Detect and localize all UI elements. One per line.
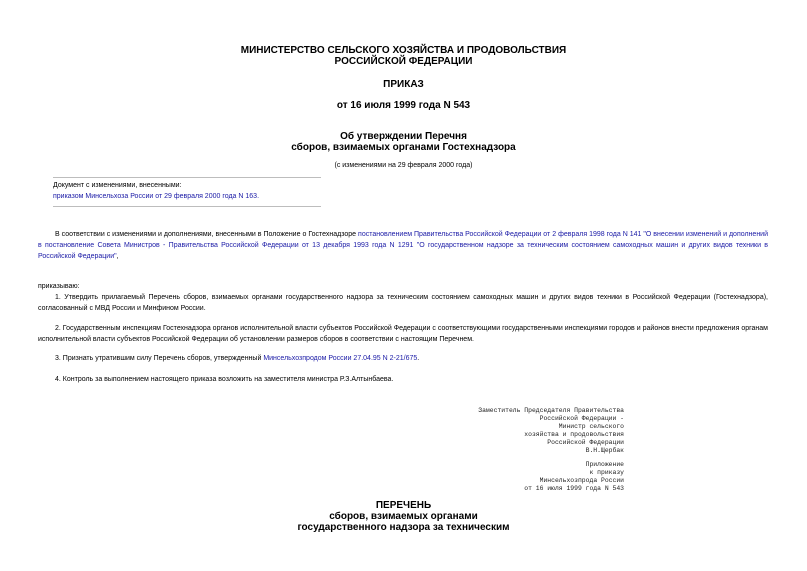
preamble-end: , [116,253,119,260]
signature-line: Министр сельского [558,423,624,430]
divider-bottom [53,206,321,207]
list-title-1: ПЕРЕЧЕНЬ [375,500,432,511]
appendix-line: Приложение [585,461,624,468]
doc-type: ПРИКАЗ [383,79,424,90]
appendix-line: к приказу [589,469,624,476]
ministry-line-1: МИНИСТЕРСТВО СЕЛЬСКОГО ХОЗЯЙСТВА И ПРОДОВОЛЬСТВИЯ [240,45,567,56]
signature-block [478,407,624,455]
list-title-3: государственного надзора за техническим [297,522,510,533]
appendix-line: Минсельхозпрода России [539,477,624,484]
list-title-2: сборов, взимаемых органами [329,511,478,522]
divider-top [53,177,321,178]
doc-changes-label: Документ с изменениями, внесенными: [53,182,182,189]
signature-line: Российской Федерации - [539,415,624,422]
title-line-2: сборов, взимаемых органами Гостехнадзора [291,142,516,153]
amendments-note: (с изменениями на 29 февраля 2000 года) [334,162,473,169]
title-line-1: Об утверждении Перечня [340,131,467,142]
signature-line: Заместитель Председателя Правительства [478,407,624,414]
signature-line: Российской Федерации [547,439,624,446]
item-3 [38,353,768,364]
signature-line: хозяйства и продовольствия [524,431,624,438]
appendix-block [524,461,624,493]
preamble [38,229,768,262]
ministry-line-2: РОССИЙСКОЙ ФЕДЕРАЦИИ [334,56,473,67]
signature-line: В.Н.Щербак [585,447,624,454]
item-3-link[interactable]: Минсельхозпродом России 27.04.95 N 2-21/675 [263,355,418,362]
item-1: 1. Утвердить прилагаемый Перечень сборов, взимаемых органами государственного надзора за техническим состоянием самоходных машин и других видов техники в Российской Федерации (Гостехнадзора), согласованный с МВД России и Минфином России. [38,294,768,312]
doc-changes-link[interactable]: приказом Минсельхоза России от 29 февраля 2000 года N 163. [53,193,260,200]
item-3-end: . [417,355,420,362]
item-4: 4. Контроль за выполнением настоящего приказа возложить на заместителя министра Р.З.Алтынбаева. [55,376,394,383]
item-3-text: 3. Признать утратившим силу Перечень сборов, утвержденный [55,355,264,362]
appendix-line: от 16 июля 1999 года N 543 [524,485,624,492]
preamble-link[interactable]: постановлением Правительства Российской Федерации от 2 февраля 1998 года N 141 "О внесении изменений и дополнений в постановление Совета Министров - Правительства Российской Федерации от 13 декабря 1993 года N 1291 "О государственном надзоре за техническим состоянием самоходных машин и других видов техники в Российской Федерации" [38,231,769,260]
item-2: 2. Государственным инспекциям Гостехнадзора органов исполнительной власти субъектов Российской Федерации с соответствующими государственными инспекциями городов и районов внести предложения органам исполнительной власти субъектов Российской Федерации об установлении размеров сборов в соответствии с настоящим Перечнем. [38,325,768,343]
orders-label: приказываю: [38,283,80,290]
date-number: от 16 июля 1999 года N 543 [336,100,471,111]
preamble-text: В соответствии с изменениями и дополнениями, внесенными в Положение о Гостехнадзоре [55,231,359,238]
